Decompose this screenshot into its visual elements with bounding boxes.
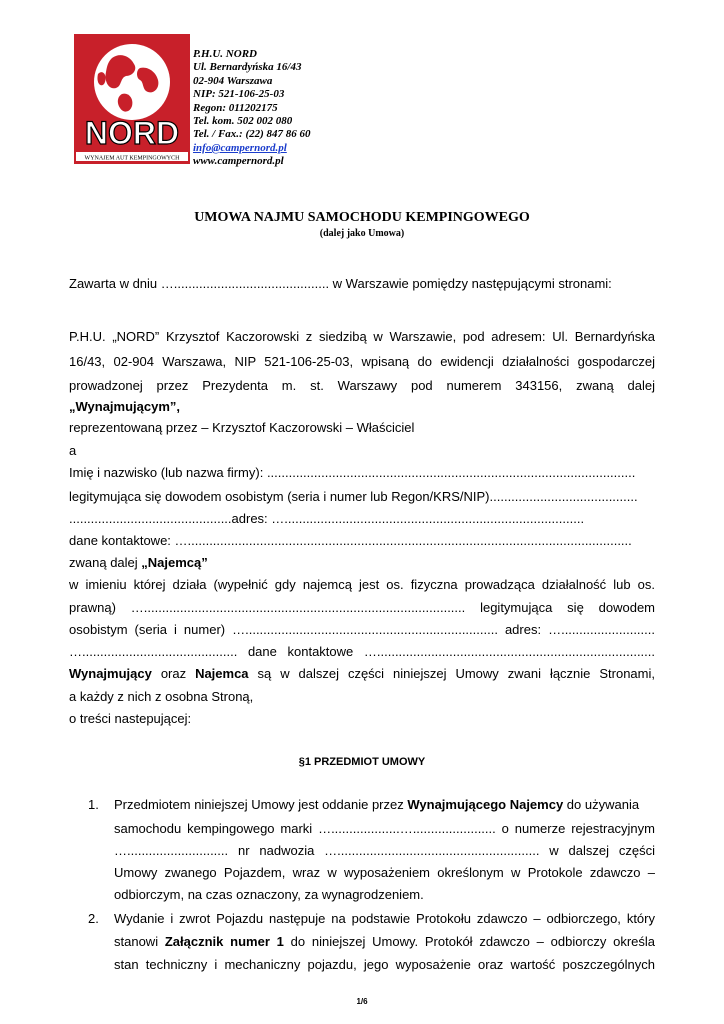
landlord-term: „Wynajmującym”, [69,399,181,414]
intro-line: Zawarta w dniu …........................................... w Warszawie pomiędzy następującymi stronami: [69,276,612,291]
logo-brand-text: NORD [84,115,180,151]
name-field-line: Imię i nazwisko (lub nazwa firmy): ...................................................................................................... [69,465,636,480]
rep-line-4: …........................................... dane kontaktowe …............................................................................. [69,644,655,659]
company-name: P.H.U. NORD [193,48,257,60]
item-2-line-2: stanowi Załącznik numer 1 do niniejszej Umowy. Protokół zdawczo – odbiorczy określa [114,934,655,949]
represented-line: reprezentowaną przez – Krzysztof Kaczorowski – Właściciel [69,420,415,435]
landlord-line-3: prowadzonej przez Prezydenta m. st. Warszawy pod numerem 343156, zwaną dalej [69,378,655,393]
company-nip: NIP: 521-106-25-03 [193,88,285,101]
company-street: Ul. Bernardyńska 16/43 [193,61,302,74]
and-line: a [69,443,77,458]
item-1-line-1: Przedmiotem niniejszej Umowy jest oddanie przez Wynajmującego Najemcy do używania [114,797,640,812]
item-2-number: 2. [88,911,99,926]
contact-field-line: dane kontaktowe: …........................................................................................................................... [69,533,632,548]
page-number: 1/6 [356,997,368,1006]
tenant-term: „Najemcą” [141,555,208,570]
item-2-line-1: Wydanie i zwrot Pojazdu następuje na podstawie Protokołu zdawczo – odbiorczego, który [114,911,655,926]
logo-tagline-text: WYNAJEM AUT KEMPINGOWYCH [84,155,180,162]
company-logo [74,34,190,164]
company-details [193,48,311,169]
item-1-number: 1. [88,797,99,812]
item-1-line-4: Umowy zwanego Pojazdem, wraz w wyposażeniem określonym w Protokole zdawczo – [114,865,655,880]
item-1-line-2: samochodu kempingowego marki …...................…....................... o numerze rejestracyjnym [114,821,655,836]
tenant-line: zwaną dalej „Najemcą” [69,555,208,570]
company-phone-fax: Tel. / Fax.: (22) 847 86 60 [193,128,311,141]
parties-line: Wynajmujący oraz Najemca są w dalszej części niniejszej Umowy zwani łącznie Stronami, [69,666,655,681]
website-text: www.campernord.pl [193,155,284,168]
document-subtitle: (dalej jako Umowa) [319,228,405,239]
rep-line-1: w imieniu której działa (wypełnić gdy najemcą jest os. fizyczna prowadząca działalność lub os. [69,577,655,592]
rep-line-3: osobistym (seria i numer) …...................................................................... adres: ….......................... [69,622,655,637]
landlord-line-1: P.H.U. „NORD” Krzysztof Kaczorowski z siedzibą w Warszawie, pod adresem: Ul. Bernardyńska [69,329,655,344]
address-field-line: .............................................adres: …................................................................................... [69,511,585,526]
section-1-title: §1 PRZEDMIOT UMOWY [298,756,426,768]
item-2-line-3: stan techniczny i mechaniczny pojazdu, jego wyposażenie oraz wartość poszczególnych [114,957,655,972]
email-link[interactable]: info@campernord.pl [193,141,287,154]
rep-line-2: prawną) …......................................................................................... legitymująca się dowodem [69,600,655,615]
item-1-line-5: odbiorczym, na czas oznaczony, za wynagrodzeniem. [114,887,424,902]
content-intro-line: o treści nastepującej: [69,711,192,726]
company-mobile: Tel. kom. 502 002 080 [193,115,293,128]
company-regon: Regon: 011202175 [193,101,278,114]
id-field-line: legitymująca się dowodem osobistym (seria i numer lub Regon/KRS/NIP)......................................... [69,489,638,504]
item-1-line-3: …............................ nr nadwozia …........................................................ w dalszej części [114,843,655,858]
document-title: UMOWA NAJMU SAMOCHODU KEMPINGOWEGO [194,210,530,225]
each-party-line: a każdy z nich z osobna Stroną, [69,689,254,704]
company-city: 02-904 Warszawa [193,74,273,87]
landlord-line-2: 16/43, 02-904 Warszawa, NIP 521-106-25-03, wpisaną do ewidencji działalności gospodarczej [69,354,655,369]
